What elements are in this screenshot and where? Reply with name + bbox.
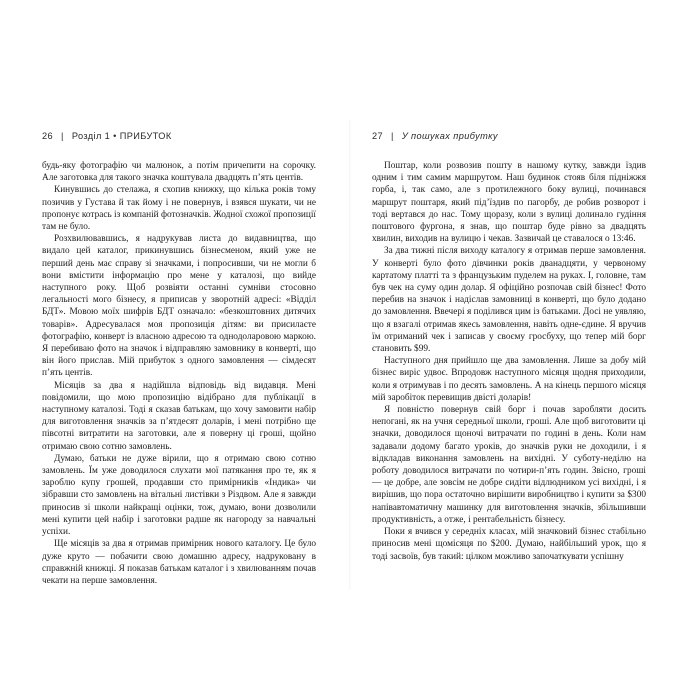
left-page — [42, 131, 316, 587]
page-number: 27 — [372, 131, 384, 141]
paragraph: Поштар, коли розвозив пошту в нашому кутку, завжди їздив одним і тим самим маршрутом. Наш будинок стояв біля підніжжя горба, і, так само, але з протилежного боку вулиці, починався маршрут поштаря, який під’їздив по пагорбу, де робив розворот і тоді вертався до нас. Тому щоразу, коли з вулиці долинало гудіння поштового фургона, я знав, що поштар буде рівно за двадцять хвилин, виходив на вулицю і чекав. Зазвичай це ставалося о 13:46. — [372, 161, 646, 245]
paragraph: Наступного дня прийшло ще два замовлення. Лише за добу мій бізнес виріс удвоє. Впродовж наступного місяця щодня приходили, коли я отримував і по десять замовлень. А на кінець першого місяця мій заробіток перевищив двісті доларів! — [372, 356, 646, 403]
header-separator: | — [391, 131, 394, 141]
paragraph: Ще місяців за два я отримав примірник нового каталогу. Це було дуже круто — побачити свою домашню адресу, надруковану в справжній книжці. Я показав батькам каталог і з хвилюванням почав чекати на перше замовлення. — [42, 539, 316, 586]
paragraph: Розхвилювавшись, я надрукував листа до видавництва, що видало цей каталог, прикинувшись бізнесменом, який уже не перший день має справу зі значками, і попросивши, чи не могли б вони вмістити інформацію про мене у каталозі, що вийде наступного року. Щоб розвіяти останні сумніви стосовно легальності мого бізнесу, я приписав у зворотній адресі: «Відділ БДТ». Мовою моїх шифрів БДТ означало: «безкоштовних дитячих товарів». Адресувалася моя пропозиція дітям: ви присилаєте фотографію, конверт із власною адресою та однодоларовою маркою. Я перебиваю фото на значок і відправляю замовнику в конверті, що він його прислав. Мій прибуток з одного замовлення — сімдесят п’ять центів. — [42, 234, 316, 379]
running-head: У пошуках прибутку — [401, 131, 498, 141]
paragraph: Кинувшись до стелажа, я схопив книжку, що кілька років тому позичив у Густава й так йому і не повернув, і взявся шукати, чи не пропонує котрась із компаній фотозначків. Жодної схожої пропозиції там не було. — [42, 185, 316, 233]
right-page — [372, 131, 646, 563]
left-page-header — [42, 131, 316, 145]
left-page-body — [42, 160, 316, 587]
paragraph: За два тижні після виходу каталогу я отримав перше замовлення. У конверті було фото дівчинки років дванадцяти, у червоному картатому платті та з французьким пуделем на руках. І, головне, там був чек на суму один долар. Я офіційно розпочав свій бізнес! Фото перебив на значок і надіслав замовниці в конверті, що було додано до замовлення. Ввечері я поділився цим із батьками. Досі не уявляю, що я взагалі отримав якесь замовлення, навіть одне-єдине. Я вручив їм отриманий чек і записав у своєму гросбуху, що тепер мій борг становить $99. — [372, 246, 646, 355]
running-head: Розділ 1 • ПРИБУТОК — [71, 131, 172, 141]
paragraph: Місяців за два я надійшла відповідь від видавця. Мені повідомили, що мою пропозицію відібрано для публікації в наступному каталозі. Тоді я сказав батькам, що хочу замовити набір для виготовлення значків за п’ятдесят доларів, і мені потрібно ще півсотні витратити на заготовки, але я поверну ці гроші, щойно отримаю свою сотню замовлень. — [42, 380, 316, 452]
header-separator: | — [61, 131, 64, 141]
paragraph: Поки я вчився у середніх класах, мій значковий бізнес стабільно приносив мені щомісяця по $200. Думаю, найбільший урок, що я тоді засвоїв, був такий: цілком можливо започаткувати успішну — [372, 527, 646, 562]
right-page-body — [372, 160, 646, 563]
paragraph: будь-яку фотографію чи малюнок, а потім причепити на сорочку. Але заготовка для такого значка коштувала двадцять п’ять центів. — [42, 161, 316, 184]
paragraph: Думаю, батьки не дуже вірили, що я отримаю свою сотню замовлень. Їм уже доводилося слухати мої патякання про те, як я зароблю купу грошей, продавши сто примірників «Індика» чи зібравши сто замовлень на вітальні листівки з Різдвом. Але я завжди приносив зі школи найкращі оцінки, тож, думаю, вони дозволили мені купити цей набір і заготовки радше як нагороду за навчальні успіхи. — [42, 453, 316, 538]
right-page-header — [372, 131, 646, 145]
page-number: 26 — [42, 131, 54, 141]
paragraph: Я повністю повернув свій борг і почав заробляти досить непогані, як на учня середньої школи, гроші. Але щоб виготовити ці значки, доводилося щоночі витрачати по годині в день. Коли нам задавали додому багато уроків, до значків руки не доходили, і я відкладав виконання замовлень на вихідні. У суботу-неділю на роботу доводилося витрачати по чотири-п’ять годин. Звісно, гроші — це добре, але зовсім не добре сидіти відлюдником усі вихідні, і я вирішив, що пора остаточно вирішити виробництво і купити за $300 напівавтоматичну машинку для виготовлення значків, збільшивши продуктивність, а отже, і рентабельність бізнесу. — [372, 405, 646, 525]
book-gutter — [349, 120, 351, 590]
